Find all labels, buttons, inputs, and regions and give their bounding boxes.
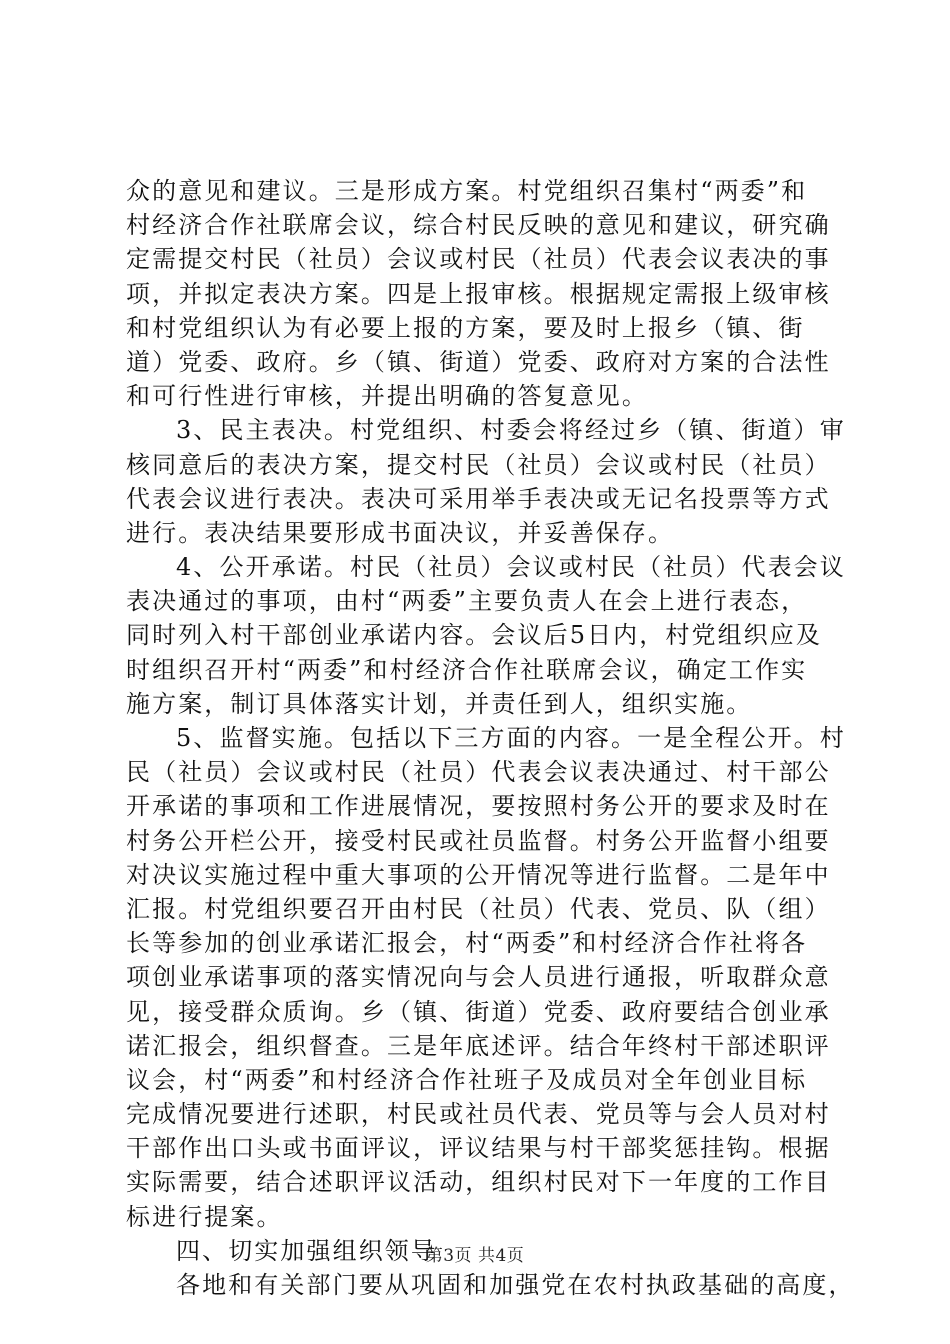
text-line: 各地和有关部门要从巩固和加强党在农村执政基础的高度，: [176, 1271, 855, 1299]
text-line: 开承诺的事项和工作进展情况，要按照村务公开的要求及时在: [126, 792, 831, 821]
text-line: 村经济合作社联席会议，综合村民反映的意见和建议，研究确: [126, 211, 831, 240]
text-line: 村务公开栏公开，接受村民或社员监督。村务公开监督小组要: [126, 826, 831, 855]
text-line: 5、监督实施。包括以下三方面的内容。一是全程公开。村: [176, 724, 846, 752]
text-line: 核同意后的表决方案，提交村民（社员）会议或村民（社员）: [126, 450, 831, 479]
text-line: 时组织召开村“两委”和村经济合作社联席会议，确定工作实: [126, 655, 808, 684]
text-line: 长等参加的创业承诺汇报会，村“两委”和村经济合作社将各: [126, 929, 808, 958]
text-line: 四、切实加强组织领导: [176, 1236, 437, 1265]
text-line: 诺汇报会，组织督查。三是年底述评。结合年终村干部述职评: [126, 1031, 831, 1060]
text-line: 进行。表决结果要形成书面决议，并妥善保存。: [126, 518, 675, 547]
text-line: 项，并拟定表决方案。四是上报审核。根据规定需报上级审核: [126, 279, 831, 308]
text-line: 干部作出口头或书面评议，评议结果与村干部奖惩挂钩。根据: [126, 1134, 831, 1163]
text-line: 民（社员）会议或村民（社员）代表会议表决通过、村干部公: [126, 758, 831, 787]
text-line: 代表会议进行表决。表决可采用举手表决或无记名投票等方式: [126, 484, 831, 513]
text-line: 实际需要，结合述职评议活动，组织村民对下一年度的工作目: [126, 1168, 831, 1197]
text-line: 见，接受群众质询。乡（镇、街道）党委、政府要结合创业承: [126, 997, 831, 1026]
text-line: 汇报。村党组织要召开由村民（社员）代表、党员、队（组）: [126, 894, 831, 923]
text-line: 表决通过的事项，由村“两委”主要负责人在会上进行表态，: [126, 587, 808, 616]
text-line: 3、民主表决。村党组织、村委会将经过乡（镇、街道）审: [176, 416, 846, 445]
text-line: 同时列入村干部创业承诺内容。会议后5日内，村党组织应及: [126, 621, 822, 650]
text-line: 施方案，制订具体落实计划，并责任到人，组织实施。: [126, 689, 753, 718]
text-line: 标进行提案。: [126, 1202, 283, 1231]
text-line: 和村党组织认为有必要上报的方案，要及时上报乡（镇、街: [126, 313, 805, 342]
text-line: 项创业承诺事项的落实情况向与会人员进行通报，听取群众意: [126, 963, 831, 992]
text-line: 道）党委、政府。乡（镇、街道）党委、政府对方案的合法性: [126, 347, 831, 376]
text-line: 对决议实施过程中重大事项的公开情况等进行监督。二是年中: [126, 860, 831, 889]
document-body: [126, 174, 855, 1302]
text-line: 众的意见和建议。三是形成方案。村党组织召集村“两委”和: [126, 177, 808, 205]
text-line: 4、公开承诺。村民（社员）会议或村民（社员）代表会议: [176, 553, 846, 582]
text-line: 和可行性进行审核，并提出明确的答复意见。: [126, 382, 648, 411]
text-line: 议会，村“两委”和村经济合作社班子及成员对全年创业目标: [126, 1065, 808, 1094]
text-line: 完成情况要进行述职，村民或社员代表、党员等与会人员对村: [126, 1100, 831, 1129]
page-footer: 第3页 共4页: [425, 1246, 525, 1266]
text-line: 定需提交村民（社员）会议或村民（社员）代表会议表决的事: [126, 245, 831, 274]
